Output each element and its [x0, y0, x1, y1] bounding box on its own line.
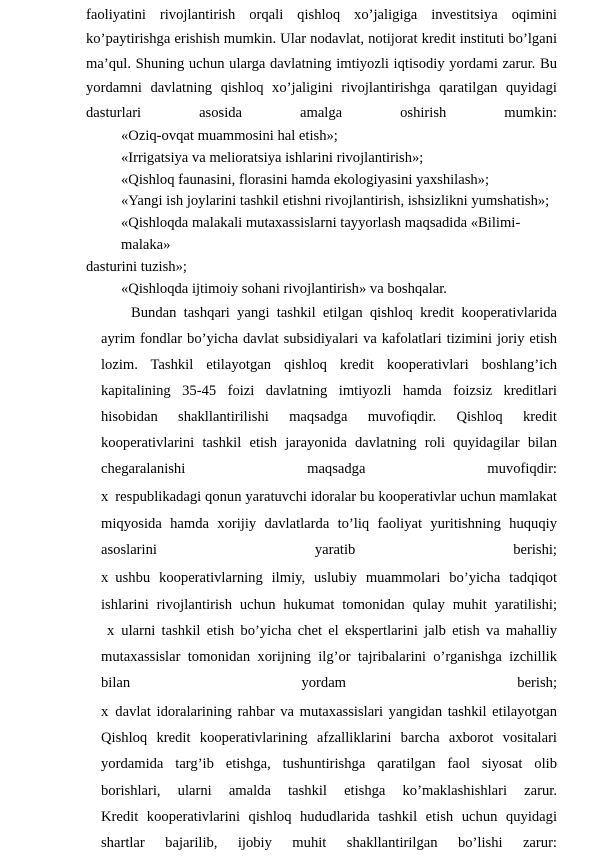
- list-item: «Qishloq faunasini, florasini hamda ekologiyasini yaxshilash»;: [121, 171, 490, 188]
- state-role-section: [101, 300, 557, 856]
- list-item: «Irrigatsiya va melioratsiya ishlarini rivojlantirish»;: [121, 149, 424, 166]
- x-marker: x: [107, 622, 115, 639]
- x-marker: x: [101, 570, 109, 587]
- program-list: [86, 126, 557, 257]
- document-page: [86, 0, 557, 857]
- x-marker: x: [101, 703, 109, 720]
- x-list-item: x ushbu kooperativlarning ilmiy, uslubiy muammolari bo’yicha tadqiqot ishlarini rivojlantirish uchun hukumat tomonidan qulay muhit yaratilishi; x ularni tashkil etish bo’yicha chet el ekspertlarini jalb etish va mahalliy mutaxassislar tomonidan xorijning ilg’or tajribalarini o’rganishga izchillik bilan yordam berish;: [101, 570, 557, 692]
- list-item-continuation: dasturini tuzish»;: [86, 258, 187, 275]
- list-item: «Qishloqda malakali mutaxassislarni tayyorlash maqsadida «Bilimi-malaka»: [121, 215, 521, 254]
- list-item: «Yangi ish joylarini tashkil etishni rivojlantirish, ishsizlikni yumshatish»;: [121, 193, 550, 210]
- intro-paragraph: faoliyatini rivojlantirish orqali qishloq xo’jaligiga investitsiya oqimini ko’paytirishga erishish mumkin. Ular nodavlat, notijorat kredit instituti bo’lgani ma’qul. Shuning uchun ularga davlatning imtiyozli iqtisodiy yordami zarur. Bu yordamni davlatning qishloq xo’jaligini rivojlantirishga qaratilgan quyidagi dasturlari asosida amalga oshirish mumkin:: [86, 7, 557, 121]
- x-list-item: x respublikadagi qonun yaratuvchi idoralar bu kooperativlar uchun mamlakat miqyosida hamda xorijiy davlatlarda to’liq faoliyat yuritishning huquqiy asoslarini yaratib berishi;: [101, 489, 557, 558]
- list-item: «Qishloqda ijtimoiy sohani rivojlantirish» va boshqalar.: [121, 280, 447, 297]
- program-list-end: [86, 279, 557, 301]
- list-item: «Oziq-ovqat muammosini hal etish»;: [121, 128, 338, 145]
- subsidy-paragraph: Bundan tashqari yangi tashkil etilgan qishloq kredit kooperativlarida ayrim fondlar bo’yicha davlat subsidiyalari va kafolatlari tizimini joriy etish lozim. Tashkil etilayotgan qishloq kredit kooperativlari boshlang’ich kapitalining 35-45 foizi davlatning imtiyozli hamda foizsiz kreditlari hisobidan shakllantirilishi maqsadga muvofiqdir. Qishloq kredit kooperativlarini tashkil etish jarayonida davlatning roli quyidagilar bilan chegaralanishi maqsadga muvofiqdir:: [101, 305, 557, 478]
- closing-paragraph: Kredit kooperativlarini qishloq hududlarida tashkil etish uchun quyidagi shartlar bajarilib, ijobiy muhit shakllantirilgan bo’lishi zarur:: [101, 808, 557, 852]
- x-marker: x: [101, 489, 109, 506]
- x-list-item: x davlat idoralarining rahbar va mutaxassislari yangidan tashkil etilayotgan Qishloq kredit kooperativlarining afzalliklarini barcha axborot vositalari yordamida targ’ib etishga, tushuntirishga qaratilgan faol siyosat olib borishlari, ularni amalda tashkil etishga ko’maklashishlari zarur.: [101, 703, 557, 799]
